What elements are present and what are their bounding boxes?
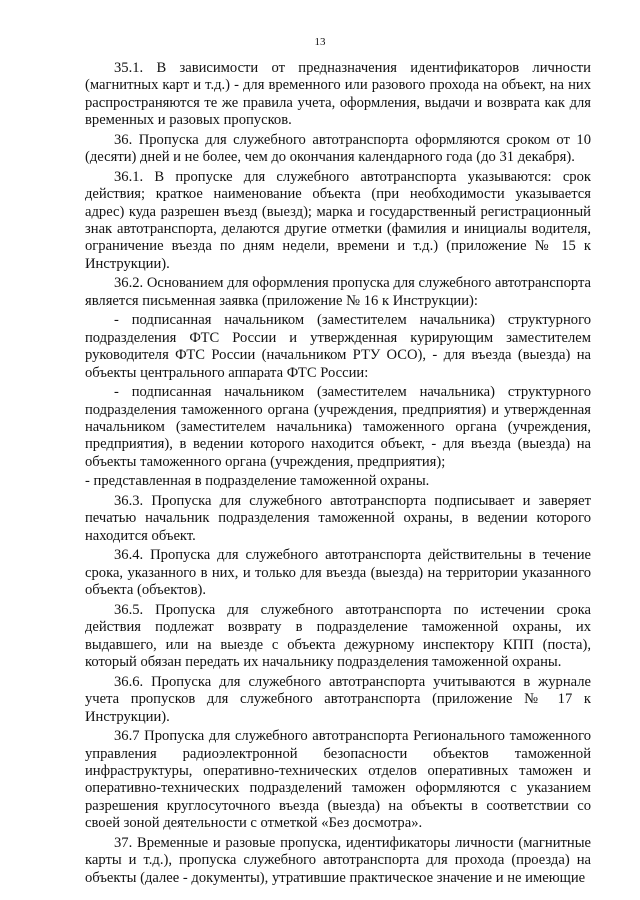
paragraph-36-2: 36.2. Основанием для оформления пропуска для служебного автотранспорта является письменная заявка (приложение № 16 к Инструкции): xyxy=(85,275,591,309)
list-item-customs-body: - подписанная начальником (заместителем начальника) структурного подразделения таможенного органа (учреждения, предприятия) и утвержденная начальником (заместителем начальника) таможенного органа (учреждения, предприятия), в ведении которого находится объект, - для въезда (выезда) на объекты таможенного органа (учреждения, предприятия); xyxy=(85,384,591,470)
paragraph-36-6: 36.6. Пропуска для служебного автотранспорта учитываются в журнале учета пропусков для служебного автотранспорта (приложение № 17 к Инструкции). xyxy=(85,673,591,725)
paragraph-36-4: 36.4. Пропуска для служебного автотранспорта действительны в течение срока, указанного в них, и только для въезда (выезда) на территории указанного объекта (объектов). xyxy=(85,547,591,599)
paragraph-37: 37. Временные и разовые пропуска, идентификаторы личности (магнитные карты и т.д.), пропуска служебного автотранспорта для прохода (проезда) на объекты (далее - документы), утратившие практическое значение и не имеющие xyxy=(85,834,591,886)
paragraph-36-7: 36.7 Пропуска для служебного автотранспорта Регионального таможенного управления радиоэлектронной безопасности объектов таможенной инфраструктуры, оперативно-технических отделов оперативных таможен и оперативно-технических подразделений таможен оформляются с указанием разрешения круглосуточного въезда (выезда) на объекты в соответствии со своей зоной деятельности с отметкой «Без досмотра». xyxy=(85,728,591,832)
page-number: 13 xyxy=(314,36,326,48)
paragraph-35-1: 35.1. В зависимости от предназначения идентификаторов личности (магнитных карт и т.д.) - для временного или разового прохода на объект, на них распространяются те же правила учета, оформления, выдачи и возврата как для временных и разовых пропусков. xyxy=(85,60,591,129)
paragraph-36-5: 36.5. Пропуска для служебного автотранспорта по истечении срока действия подлежат возврату в подразделение таможенной охраны, их выдавшего, или на выезде с объекта дежурному инспектору КПП (поста), который обязан передать их начальнику подразделения таможенной охраны. xyxy=(85,601,591,671)
list-item-fts-central: - подписанная начальником (заместителем начальника) структурного подразделения ФТС России и утвержденная курирующим заместителем руководителя ФТС России (начальником РТУ ОСО), - для въезда (выезда) на объекты центрального аппарата ФТС России: xyxy=(85,312,591,381)
paragraph-36: 36. Пропуска для служебного автотранспорта оформляются сроком от 10 (десяти) дней и не более, чем до окончания календарного года (до 31 декабря). xyxy=(85,131,591,166)
paragraph-36-3: 36.3. Пропуска для служебного автотранспорта подписывает и заверяет печатью начальник подразделения таможенной охраны, в ведении которого находится объект. xyxy=(85,493,591,544)
document-body xyxy=(85,60,591,889)
list-item-security-unit: - представленная в подразделение таможенной охраны. xyxy=(85,473,430,490)
paragraph-36-1: 36.1. В пропуске для служебного автотранспорта указываются: срок действия; краткое наименование объекта (при необходимости указывается адрес) куда разрешен въезд (выезд); марка и государственный регистрационный знак автотранспорта, делаются другие отметки (фамилия и инициалы водителя, ограничение въезда по дням недели, времени и т.д.) (приложение № 15 к Инструкции). xyxy=(85,168,591,272)
